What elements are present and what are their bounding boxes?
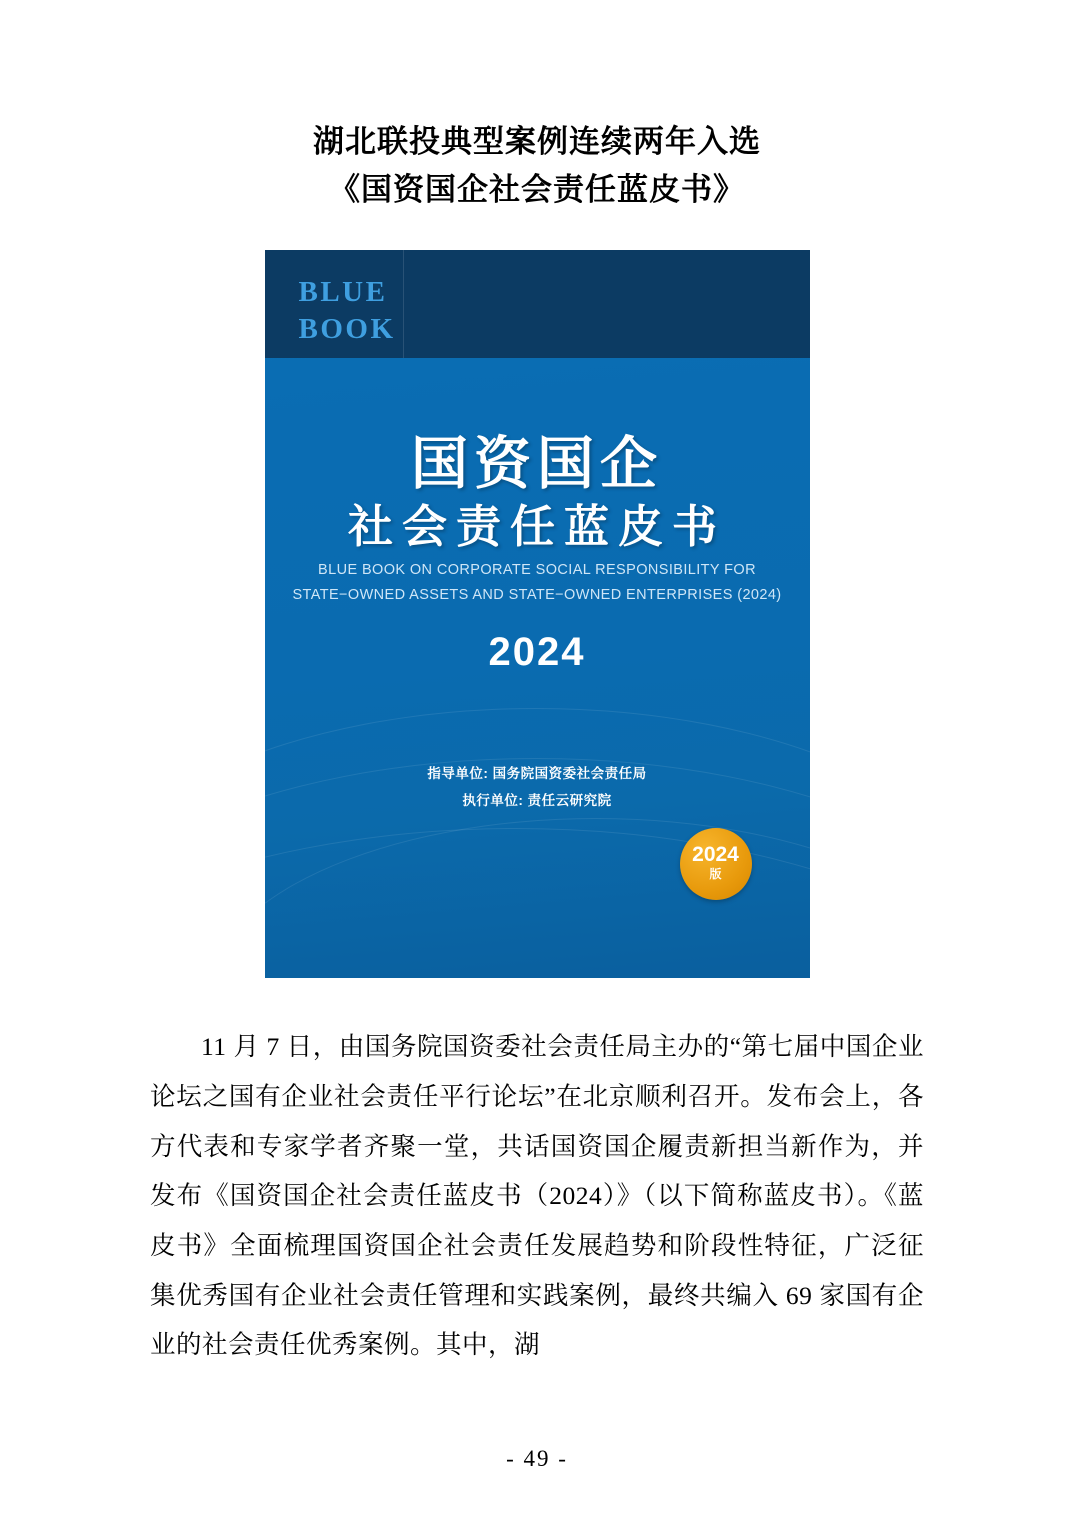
edition-badge-version: 版 xyxy=(709,867,722,881)
cover-english-line-2: STATE−OWNED ASSETS AND STATE−OWNED ENTERPRISES (2024) xyxy=(292,586,782,603)
body-text xyxy=(150,1022,924,1370)
cover-english-title xyxy=(265,558,810,607)
cover-year: 2024 xyxy=(488,630,586,675)
book-cover-image xyxy=(265,250,810,978)
cover-org-line-2: 执行单位: 责任云研究院 xyxy=(462,793,612,809)
page-number: - 49 - xyxy=(506,1446,568,1471)
edition-badge xyxy=(680,828,752,900)
cover-brand-line-2: BOOK xyxy=(298,313,396,346)
page-title xyxy=(150,0,924,214)
cover-english-line-1: BLUE BOOK ON CORPORATE SOCIAL RESPONSIBILITY FOR xyxy=(318,562,756,579)
cover-brand-line-1: BLUE xyxy=(298,276,388,309)
page-title-line-1: 湖北联投典型案例连续两年入选 xyxy=(313,124,761,159)
cover-organizations xyxy=(265,760,810,814)
cover-brand-text xyxy=(299,274,396,348)
cover-main-title: 国资国企 xyxy=(411,432,663,497)
body-paragraph: 11 月 7 日，由国务院国资委社会责任局主办的“第七届中国企业论坛之国有企业社会责任平行论坛”在北京顺利召开。发布会上，各方代表和专家学者齐聚一堂，共话国资国企履责新担当新作为，并发布《国资国企社会责任蓝皮书（2024）》（以下简称蓝皮书）。《蓝皮书》全面梳理国资国企社会责任发展趋势和阶段性特征，广泛征集优秀国有企业社会责任管理和实践案例，最终共编入 69 家国有企业的社会责任优秀案例。其中，湖 xyxy=(150,1032,924,1360)
book-cover xyxy=(265,250,810,978)
page-title-line-2: 《国资国企社会责任蓝皮书》 xyxy=(329,172,745,208)
cover-org-line-1: 指导单位: 国务院国资委社会责任局 xyxy=(427,766,647,782)
edition-badge-year: 2024 xyxy=(692,843,739,866)
cover-sub-title: 社会责任蓝皮书 xyxy=(347,501,726,553)
